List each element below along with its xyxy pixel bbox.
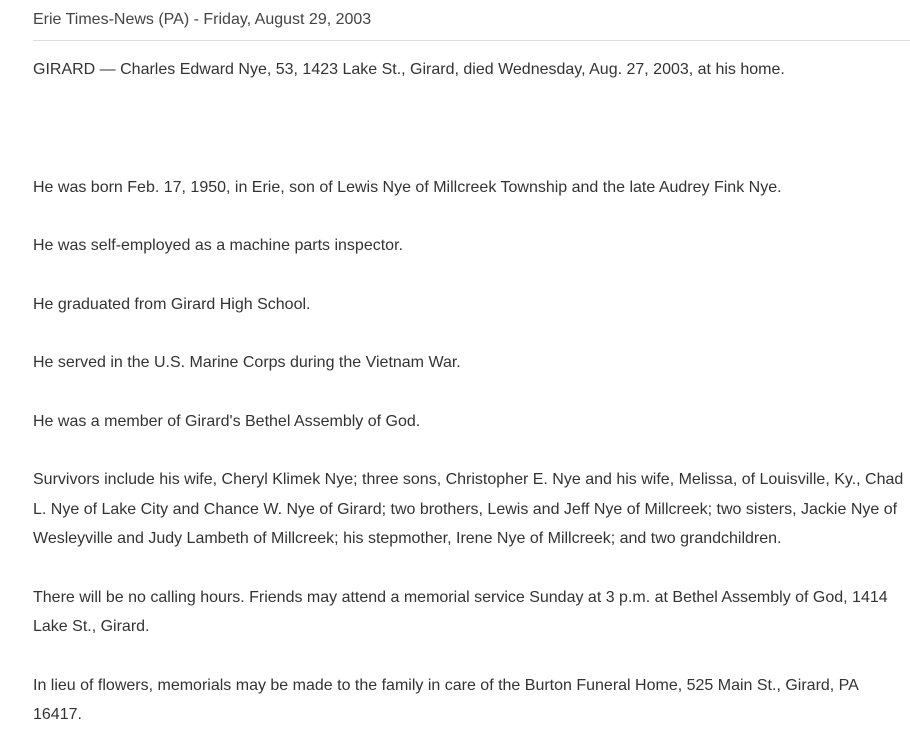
obituary-paragraph-military: He served in the U.S. Marine Corps during the Vietnam War. <box>33 354 461 371</box>
obituary-body <box>33 55 905 730</box>
obituary-paragraph-survivors: Survivors include his wife, Cheryl Klimek Nye; three sons, Christopher E. Nye and his wife, Melissa, of Louisville, Ky., Chad L. Nye of Lake City and Chance W. Nye of Girard; two brothers, Lewis and Jeff Nye of Millcreek; two sisters, Jackie Nye of Wesleyville and Judy Lambeth of Millcreek; his stepmother, Irene Nye of Millcreek; and two grandchildren. <box>33 471 904 547</box>
obituary-paragraph-education: He graduated from Girard High School. <box>33 295 311 313</box>
obituary-paragraph-church: He was a member of Girard's Bethel Assembly of God. <box>33 412 421 430</box>
obituary-paragraph-services: There will be no calling hours. Friends may attend a memorial service Sunday at 3 p.m. at Bethel Assembly of God, 1414 Lake St., Girard. <box>33 588 888 635</box>
obituary-lead-paragraph: GIRARD — Charles Edward Nye, 53, 1423 Lake St., Girard, died Wednesday, Aug. 27, 2003, at his home. <box>33 61 785 78</box>
obituary-paragraph-memorials: In lieu of flowers, memorials may be made to the family in care of the Burton Funeral Home, 525 Main St., Girard, PA 16417. <box>33 676 858 723</box>
article-header <box>33 8 910 41</box>
obituary-paragraph-birth: He was born Feb. 17, 1950, in Erie, son of Lewis Nye of Millcreek Township and the late Audrey Fink Nye. <box>33 178 782 196</box>
obituary-paragraph-employment: He was self-employed as a machine parts inspector. <box>33 237 403 254</box>
source-line: Erie Times-News (PA) - Friday, August 29, 2003 <box>33 11 372 28</box>
